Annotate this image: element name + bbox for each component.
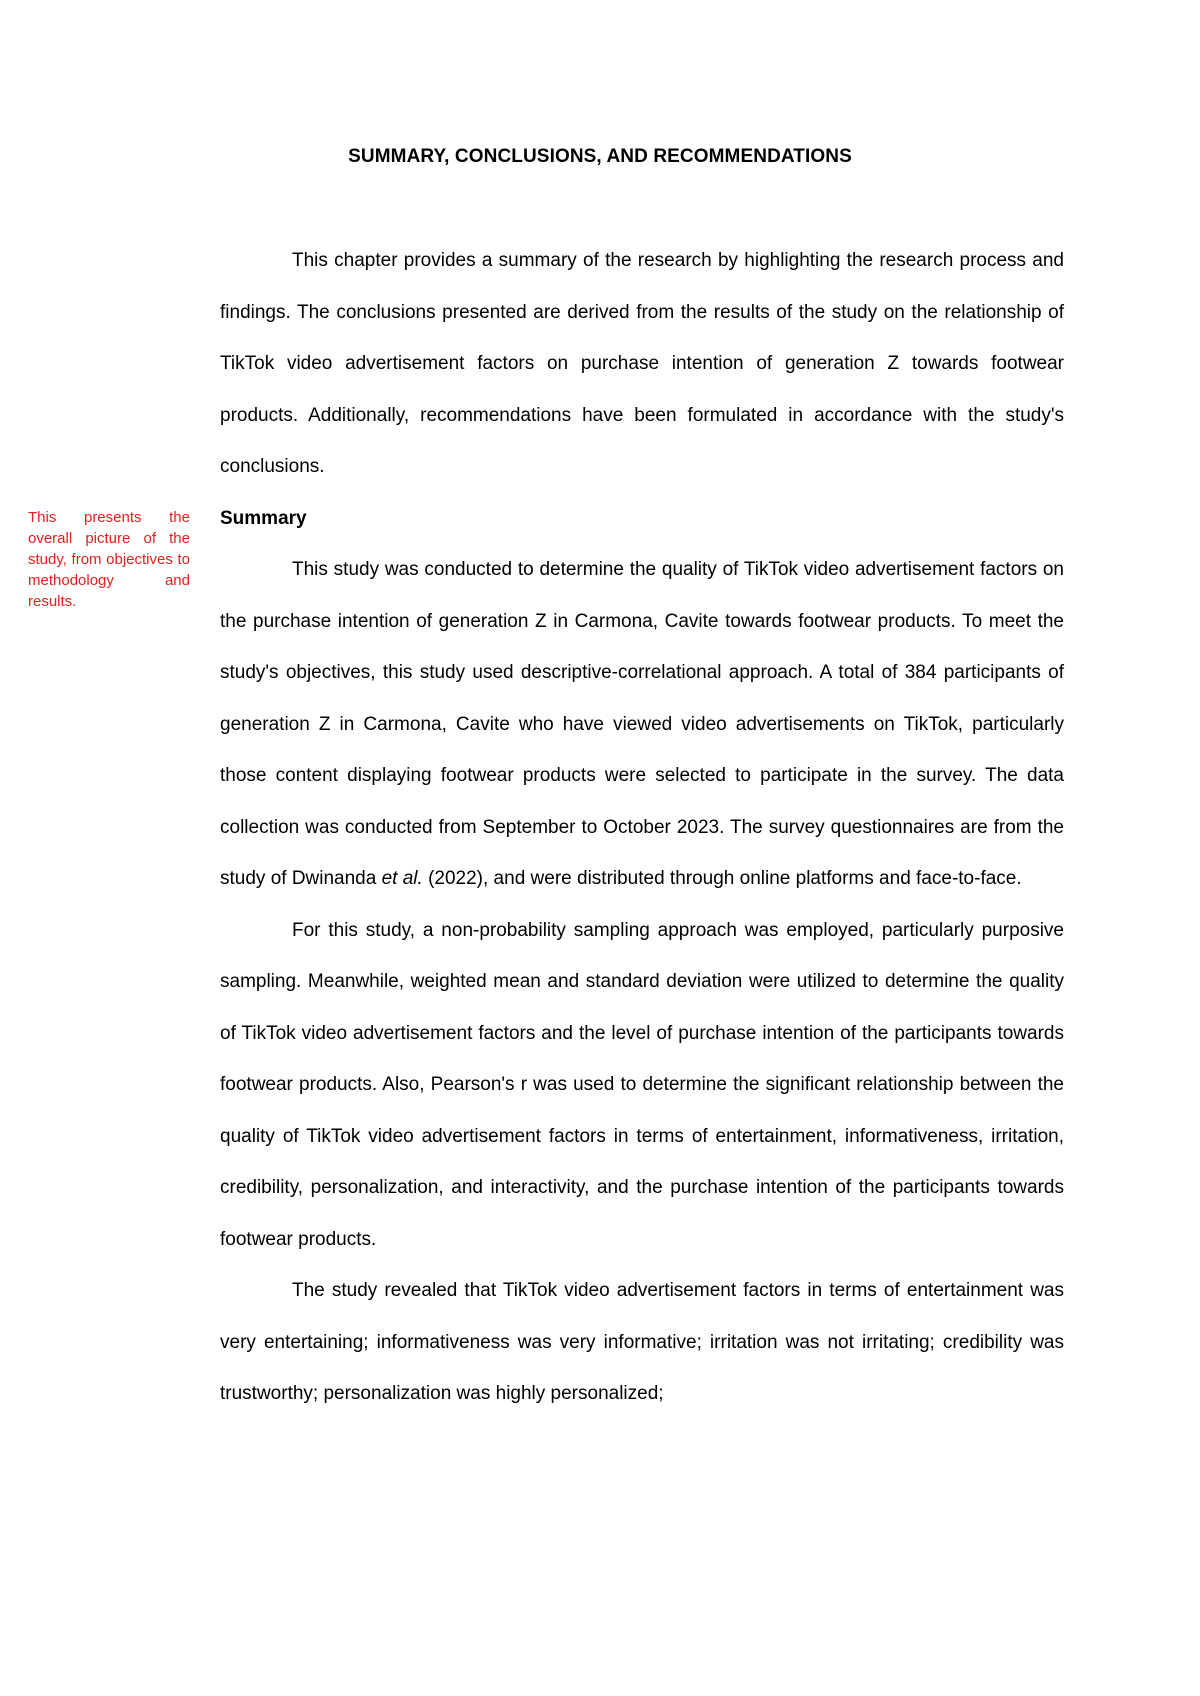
summary-paragraph-1 [220,544,1064,905]
summary-paragraph-3: The study revealed that TikTok video advertisement factors in terms of entertainment was very entertaining; informativeness was very informative; irritation was not irritating; credibility was trustworthy; personalization was highly personalized; [220,1280,1064,1404]
chapter-title: SUMMARY, CONCLUSIONS, AND RECOMMENDATIONS [348,146,852,167]
document-body [220,235,1064,1420]
summary-paragraph-2: For this study, a non-probability sampling approach was employed, particularly purposive sampling. Meanwhile, weighted mean and standard deviation were utilized to determine the quality of TikTok video advertisement factors and the level of purchase intention of the participants towards footwear products. Also, Pearson's r was used to determine the significant relationship between the quality of TikTok video advertisement factors in terms of entertainment, informativeness, irritation, credibility, personalization, and interactivity, and the purchase intention of the participants towards footwear products. [220,919,1064,1250]
summary-heading: Summary [220,507,307,529]
margin-comment: This presents the overall picture of the study, from objectives to methodology and results. [28,509,190,610]
intro-paragraph: This chapter provides a summary of the research by highlighting the research process and findings. The conclusions presented are derived from the results of the study on the relationship of TikTok video advertisement factors on purchase intention of generation Z towards footwear products. Additionally, recommendations have been formulated in accordance with the study's conclusions. [220,250,1064,477]
summary-p1-text-b: (2022), and were distributed through online platforms and face-to-face. [422,868,1022,889]
summary-p1-italic: et al. [381,868,423,889]
summary-p1-text-a: This study was conducted to determine the quality of TikTok video advertisement factors on the purchase intention of generation Z in Carmona, Cavite towards footwear products. To meet the study's objectives, this study used descriptive-correlational approach. A total of 384 participants of generation Z in Carmona, Cavite who have viewed video advertisements on TikTok, particularly those content displaying footwear products were selected to participate in the survey. The data collection was conducted from September to October 2023. The survey questionnaires are from the study of Dwinanda [220,559,1064,889]
